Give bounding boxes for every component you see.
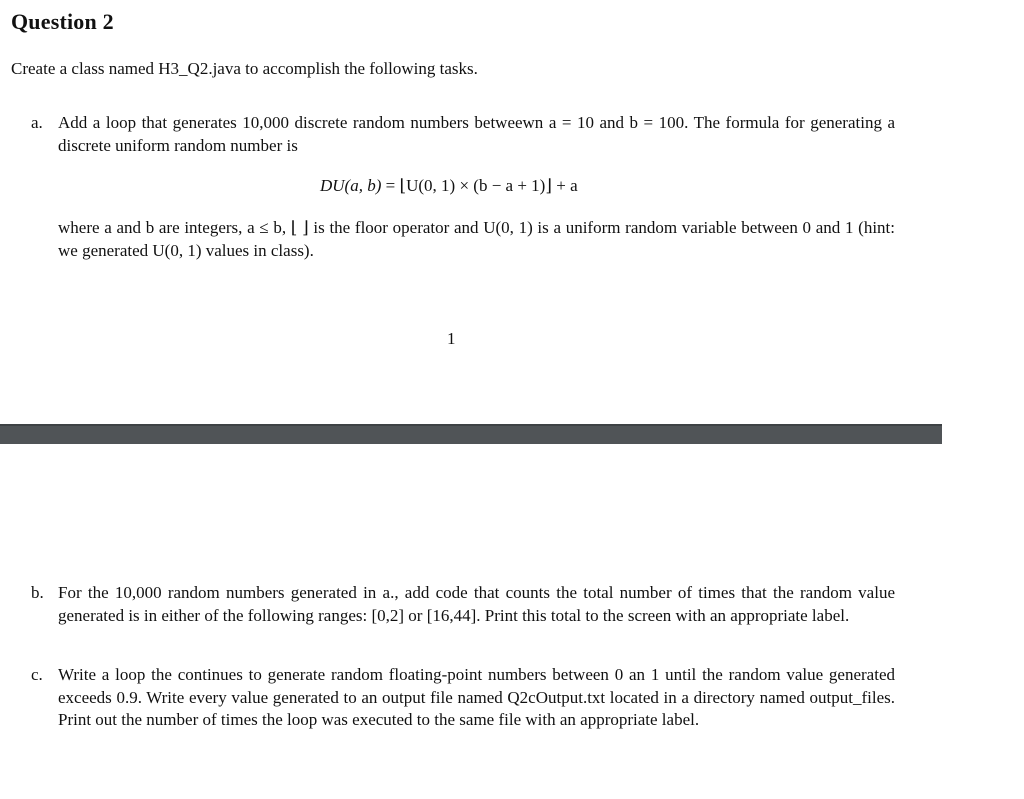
discrete-uniform-formula [320, 176, 578, 196]
part-c-text: Write a loop the continues to generate random floating-point numbers between 0 an 1 until the random value generated exceeds 0.9. Write every value generated to an output file named Q2cOutput.txt located in a directory named output_files. Print out the number of times the loop was executed to the same file with an appropriate label. [58, 665, 895, 730]
page-break-divider [0, 424, 942, 444]
formula-equals: = [385, 176, 396, 195]
part-c [31, 664, 895, 732]
part-c-marker: c. [31, 665, 43, 684]
part-a-explanation: where a and b are integers, a ≤ b, ⌊ ⌋ is the floor operator and U(0, 1) is a uniform random variable between 0 and 1 (hint: we generated U(0, 1) values in class). [58, 218, 895, 260]
formula-rhs: ⌊U(0, 1) × (b − a + 1)⌋ + a [399, 176, 578, 195]
part-a-marker: a. [31, 113, 43, 132]
page-number: 1 [447, 329, 456, 348]
question-intro: Create a class named H3_Q2.java to accomplish the following tasks. [11, 59, 478, 78]
part-a [31, 112, 895, 157]
part-b-marker: b. [31, 583, 44, 602]
question-title: Question 2 [11, 9, 114, 34]
page-2-top [0, 444, 1024, 799]
part-b [31, 582, 895, 627]
formula-lhs: DU(a, b) [320, 176, 382, 195]
part-a-text: Add a loop that generates 10,000 discrete random numbers betweewn a = 10 and b = 100. The formula for generating a discrete uniform random number is [58, 113, 895, 155]
part-b-text: For the 10,000 random numbers generated in a., add code that counts the total number of times that the random value generated is in either of the following ranges: [0,2] or [16,44]. Print this total to the screen with an appropriate label. [58, 583, 895, 625]
